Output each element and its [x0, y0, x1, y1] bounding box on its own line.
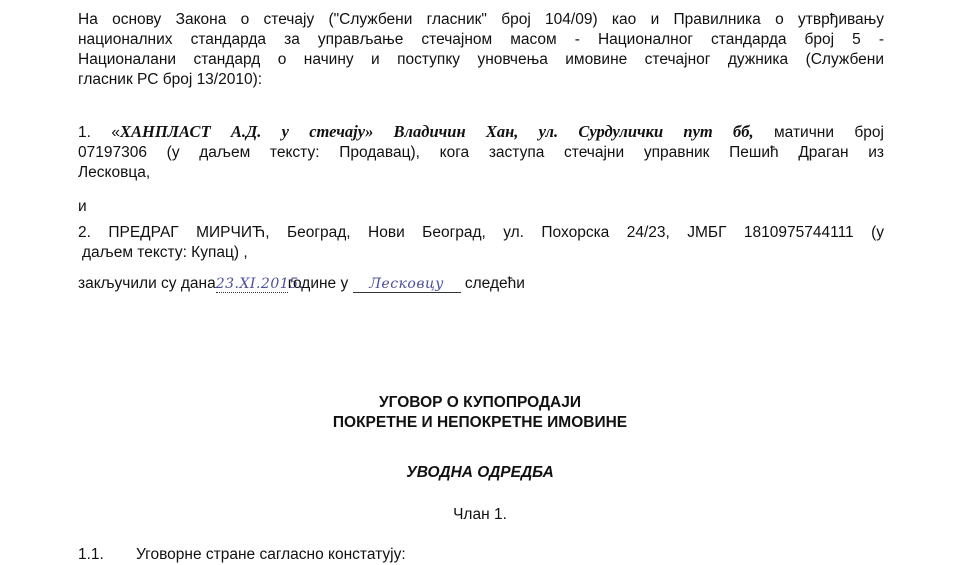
concluded-text-middle: године у — [287, 275, 349, 292]
conjunction: и — [78, 198, 87, 215]
contract-title-line-1: УГОВОР О КУПОПРОДАЈИ — [379, 394, 581, 411]
concluded-sentence — [78, 274, 884, 294]
party-buyer — [78, 223, 884, 263]
preamble-line-1: На основу Закона о стечају ("Службени гласник" број 104/09) као и Правилника о утврђивању — [78, 11, 884, 28]
handwritten-place: Лесковцу — [353, 276, 461, 293]
party-seller — [78, 122, 884, 183]
preamble-line-4: гласник РС број 13/2010): — [78, 71, 263, 88]
concluded-text-before: закључили су дана — [78, 275, 216, 292]
party-seller-name: ХАНПЛАСТ А.Д. у стечају» Владичин Хан, ул. Сурдулички пут бб, — [119, 122, 754, 141]
clause-number: 1.1. — [78, 546, 104, 563]
section-title: УВОДНА ОДРЕДБА — [406, 464, 554, 481]
party-buyer-line-1: 2. ПРЕДРАГ МИРЧИЋ, Београд, Нови Београд, ул. Похорска 24/23, ЈМБГ 1810975744111 (у — [78, 224, 884, 241]
clause-text: Уговорне стране сагласно констатују: — [136, 546, 406, 563]
conjunction-block — [78, 197, 884, 217]
preamble-line-2: националних стандарда за управљање стечајном масом - Националног стандарда број 5 - — [78, 31, 884, 48]
clause-1-1 — [78, 545, 884, 565]
contract-title-line-2: ПОКРЕТНЕ И НЕПОКРЕТНЕ ИМОВИНЕ — [332, 414, 628, 431]
party-seller-line-2: 07197306 (у даљем тексту: Продавац), кога заступа стечајни управник Пешић Драган из — [78, 144, 884, 161]
handwritten-date: 23.XI.2015. — [215, 276, 304, 292]
preamble-line-3: Националани стандард о начину и поступку уновчења имовине стечајног дужника (Службени — [78, 51, 884, 68]
party-seller-line-1 — [78, 122, 884, 143]
concluded-text-after: следећи — [464, 275, 525, 292]
concluded-line — [78, 274, 884, 294]
preamble — [78, 10, 884, 90]
clause-1-1-line — [78, 545, 884, 565]
party-buyer-line-2: даљем тексту: Купац) , — [82, 244, 248, 261]
party-seller-line-3: Лесковца, — [78, 164, 151, 181]
party-seller-prefix: 1. « — [78, 124, 120, 141]
article-heading: Члан 1. — [453, 506, 507, 523]
party-seller-line-1-rest: матични број — [753, 124, 884, 141]
